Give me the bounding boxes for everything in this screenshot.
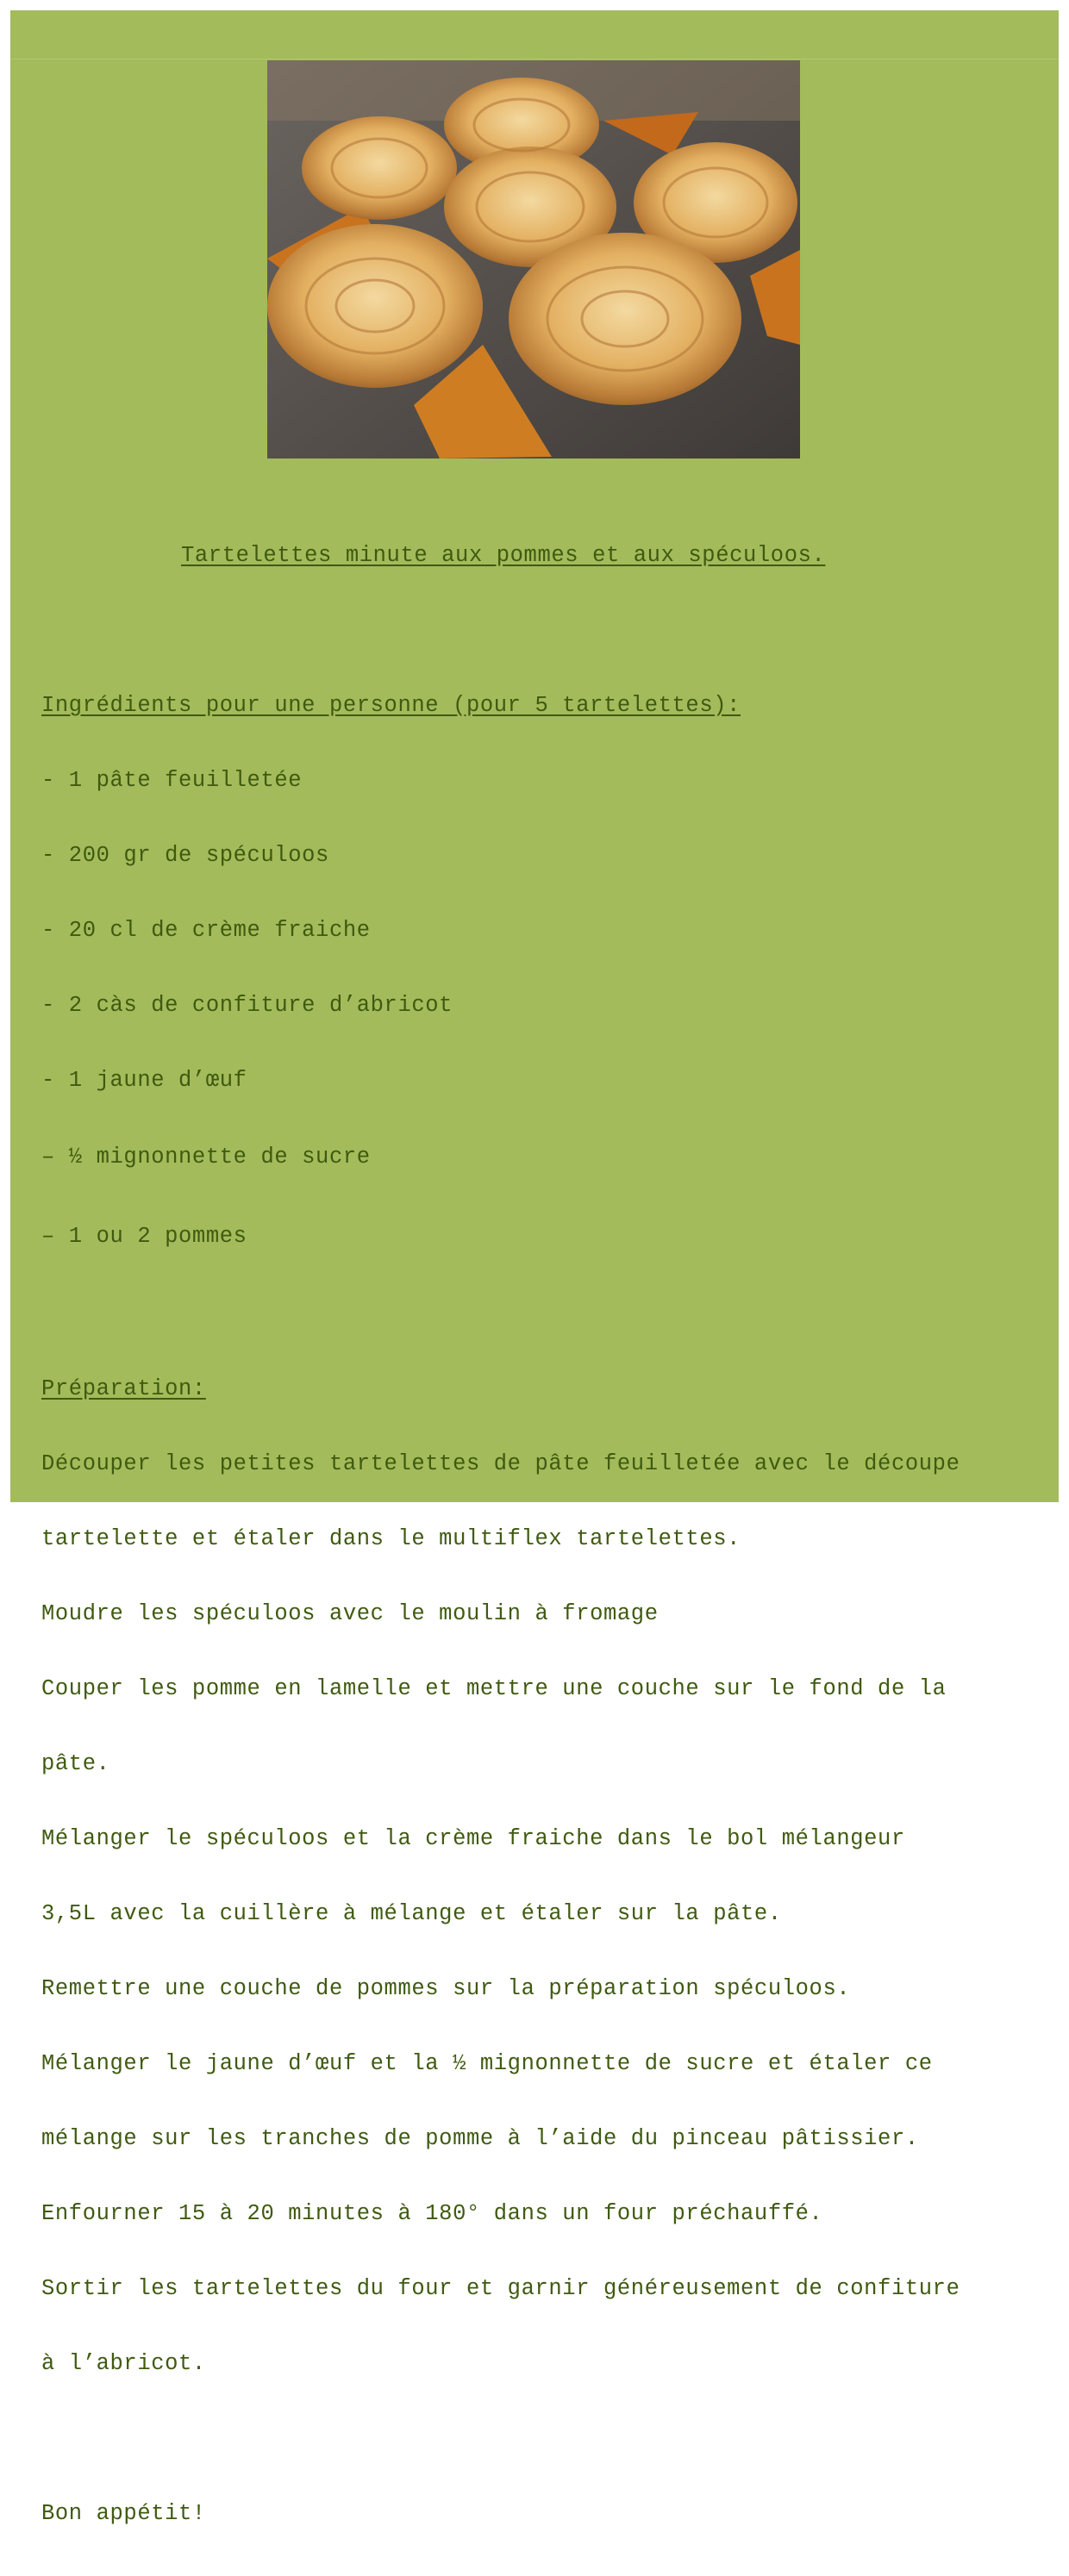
ingredient-item: - 1 pâte feuilletée xyxy=(41,768,303,793)
recipe-page xyxy=(10,10,1059,2526)
preparation-line: Mélanger le spéculoos et la crème fraiche dans le bol mélangeur xyxy=(41,1826,905,1851)
ingredient-item: - 2 càs de confiture d’abricot xyxy=(41,993,453,1018)
preparation-line: tartelette et étaler dans le multiflex tartelettes. xyxy=(41,1526,741,1551)
ingredients-heading: Ingrédients pour une personne (pour 5 tartelettes): xyxy=(41,693,741,718)
closing-text: Bon appétit! xyxy=(41,2501,206,2526)
recipe-text xyxy=(41,493,1059,2576)
recipe-title: Tartelettes minute aux pommes et aux spéculoos. xyxy=(181,543,826,568)
tartelettes-photo xyxy=(267,60,800,458)
preparation-line: à l’abricot. xyxy=(41,2351,206,2376)
ingredient-item: – ½ mignonnette de sucre xyxy=(41,1145,371,1169)
preparation-line: Mélanger le jaune d’œuf et la ½ mignonnette de sucre et étaler ce xyxy=(41,2051,933,2076)
preparation-heading: Préparation: xyxy=(41,1376,206,1401)
preparation-line: Enfourner 15 à 20 minutes à 180° dans un four préchauffé. xyxy=(41,2201,823,2226)
preparation-line: Couper les pomme en lamelle et mettre une couche sur le fond de la xyxy=(41,1676,947,1701)
spacer xyxy=(41,2426,1059,2451)
preparation-line: 3,5L avec la cuillère à mélange et étaler sur la pâte. xyxy=(41,1901,782,1926)
ingredient-item: - 1 jaune d’œuf xyxy=(41,1068,247,1093)
ingredient-item: - 20 cl de crème fraiche xyxy=(41,918,371,943)
preparation-line: pâte. xyxy=(41,1751,110,1776)
preparation-line: Moudre les spéculoos avec le moulin à fromage xyxy=(41,1601,659,1626)
preparation-line: Remettre une couche de pommes sur la préparation spéculoos. xyxy=(41,1976,851,2001)
spacer xyxy=(41,1301,1059,1326)
ingredient-item: - 200 gr de spéculoos xyxy=(41,843,329,868)
preparation-line: Découper les petites tartelettes de pâte feuilletée avec le découpe xyxy=(41,1451,960,1476)
preparation-line: Sortir les tartelettes du four et garnir généreusement de confiture xyxy=(41,2276,960,2301)
preparation-line: mélange sur les tranches de pomme à l’aide du pinceau pâtissier. xyxy=(41,2126,919,2151)
ingredient-item: – 1 ou 2 pommes xyxy=(41,1224,247,1249)
spacer xyxy=(41,618,1059,643)
